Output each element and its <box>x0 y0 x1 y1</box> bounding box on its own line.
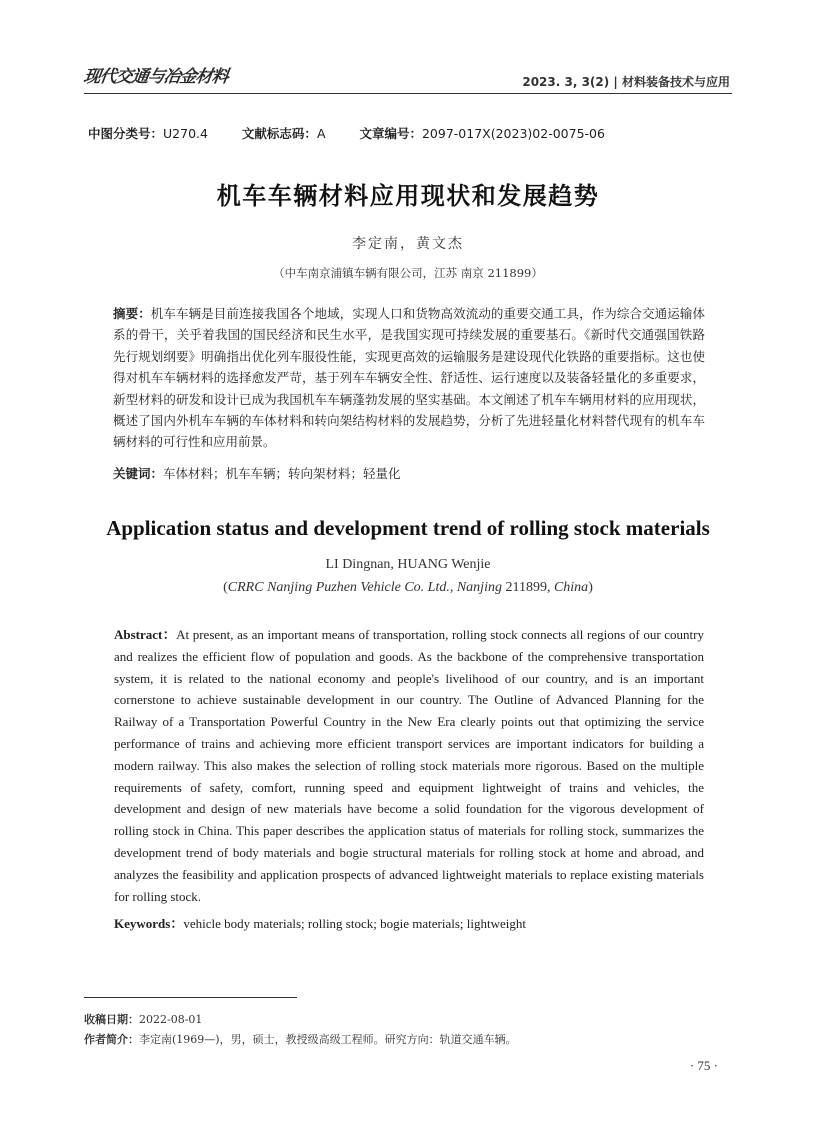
keywords-en-label: Keywords： <box>114 916 184 931</box>
author-bio-label: 作者简介： <box>84 1033 139 1046</box>
abstract-en <box>114 624 704 907</box>
affil-org: CRRC Nanjing Puzhen Vehicle Co. Ltd. <box>227 580 450 595</box>
clc-value: U270.4 <box>163 126 208 141</box>
doc-code-label: 文献标志码： <box>241 126 317 141</box>
abstract-cn-text: 机车车辆是目前连接我国各个地域，实现人口和货物高效流动的重要交通工具，作为综合交通运输体系的骨干，关乎着我国的国民经济和民生水平，是我国实现可持续发展的重要基石。《新时代交通强国铁路先行规划纲要》明确指出优化列车服役性能，实现更高效的运输服务是建设现代化铁路的重要指标。这也使得对机车车辆材料的选择愈发严苛，基于列车车辆安全性、舒适性、运行速度以及装备轻量化的多重要求，新型材料的研发和设计已成为我国机车车辆蓬勃发展的坚实基础。本文阐述了机车车辆用材料的应用现状，概述了国内外机车车辆的车体材料和转向架结构材料的发展趋势，分析了先进轻量化材料替代现有的机车车辆材料的可行性和应用前景。 <box>113 306 705 450</box>
abstract-en-label: Abstract： <box>114 627 177 642</box>
keywords-cn-label: 关键词： <box>113 466 164 481</box>
journal-logo: 现代交通与冶金材料 <box>82 67 230 87</box>
title-en: Application status and development trend of rolling stock materials <box>106 516 710 540</box>
affil-sep: , <box>449 580 457 595</box>
abstract-cn-label: 摘要： <box>113 306 151 321</box>
author-bio <box>84 1031 517 1047</box>
abstract-cn <box>113 303 705 453</box>
issue-info: 2023. 3, 3(2) <box>522 75 610 89</box>
classification-line <box>88 124 605 142</box>
keywords-en-text: vehicle body materials; rolling stock; bogie materials; lightweight <box>183 916 526 931</box>
keywords-en <box>114 913 526 932</box>
author-bio-value: 李定南(1969—)，男，硕士，教授级高级工程师。研究方向：轨道交通车辆。 <box>139 1033 517 1046</box>
affiliation-en <box>0 580 816 596</box>
footnote-rule <box>84 997 297 998</box>
authors-cn: 李定南，黄文杰 <box>352 236 464 252</box>
header-separator: | <box>609 75 622 89</box>
header-rule <box>84 93 732 94</box>
received-value: 2022-08-01 <box>139 1013 203 1026</box>
affil-paren-close: ) <box>588 580 593 595</box>
column-name: 材料装备技术与应用 <box>621 75 730 89</box>
affil-country: China <box>553 580 589 595</box>
keywords-cn <box>113 464 401 482</box>
received-label: 收稿日期： <box>84 1013 139 1026</box>
page-number: · 75 · <box>689 1058 718 1073</box>
affiliation-cn: （中车南京浦镇车辆有限公司，江苏 南京 211899） <box>273 266 543 280</box>
title-cn: 机车车辆材料应用现状和发展趋势 <box>216 182 600 210</box>
article-no-value: 2097-017X(2023)02-0075-06 <box>421 126 605 141</box>
authors-en: LI Dingnan, HUANG Wenjie <box>325 557 491 572</box>
affil-postcode: 211899, <box>501 580 554 595</box>
keywords-cn-text: 车体材料；机车车辆；转向架材料；轻量化 <box>163 466 401 481</box>
received-date <box>84 1011 202 1027</box>
doc-code-value: A <box>316 126 326 141</box>
article-no-label: 文章编号： <box>359 126 422 141</box>
affil-city: Nanjing <box>456 580 502 595</box>
affil-paren-open: ( <box>223 580 228 595</box>
running-header <box>522 73 730 90</box>
abstract-en-text: At present, as an important means of transportation, rolling stock connects all regions of our country and realizes the efficient flow of population and goods. As the backbone of the comprehensive transportation system, it is related to the national economy and people's livelihood of our country, and is an important cornerstone to achieve sustainable development in our country. The Outline of Advanced Planning for the Railway of a Transportation Powerful Country in the New Era clearly points out that optimizing the service performance of trains and achieving more efficient transport services are important indicators for building a modern railway. This also makes the selection of rolling stock materials more rigorous. Based on the multiple requirements of safety, comfort, running speed and equipment lightweight of trains and vehicles, the development and design of new materials have become a solid foundation for the vigorous development of rolling stock in China. This paper describes the application status of materials for rolling stock, summarizes the development trend of body materials and bogie structural materials for rolling stock at home and abroad, and analyzes the feasibility and application prospects of advanced lightweight materials to replace existing materials for rolling stock. <box>114 627 704 904</box>
clc-label: 中图分类号： <box>88 126 164 141</box>
